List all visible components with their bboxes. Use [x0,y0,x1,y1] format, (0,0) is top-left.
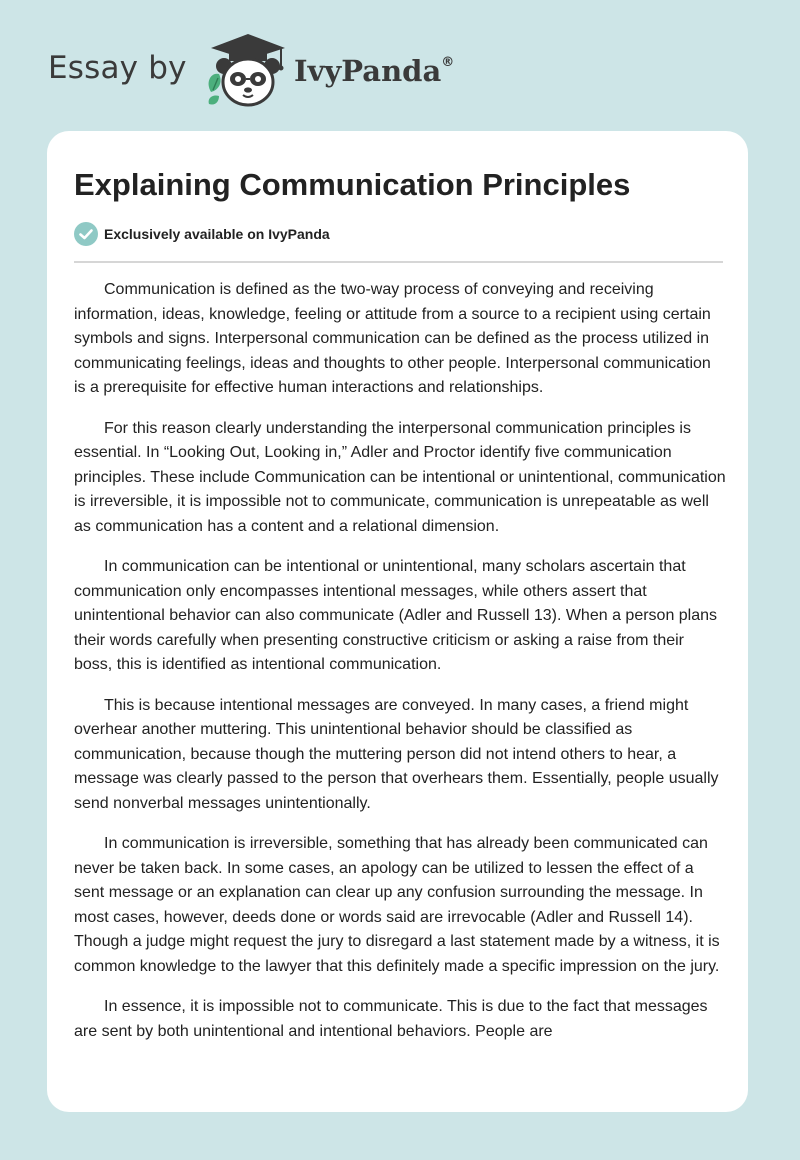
essay-body [74,278,726,1060]
paragraph: In communication can be intentional or unintentional, many scholars ascertain that communication only encompasses intentional messages, while others assert that unintentional behavior can also communicate (Adler and Russell 13). When a person plans their words carefully when presenting constructive criticism or asking a raise from their boss, this is identified as intentional communication. [74,558,718,673]
essay-by-label: Essay by [48,50,187,86]
badge-label: Exclusively available on IvyPanda [104,226,330,242]
paragraph: In communication is irreversible, something that has already been communicated can never be taken back. In some cases, an apology can be utilized to lessen the effect of a sent message or an explanation can clear up any confusion surrounding the message. In most cases, however, deeds done or words said are irrevocable (Adler and Russell 14). Though a judge might request the jury to disregard a last statement made by a witness, it is common knowledge to the lawyer that this definitely made a specific impression on the jury. [74,835,720,975]
brand-text: IvyPanda [294,54,442,88]
paragraph: This is because intentional messages are conveyed. In many cases, a friend might overhear another muttering. This unintentional behavior should be classified as communication, because though the muttering person did not intend others to hear, a message was clearly passed to the person that overhears them. Essentially, people usually send nonverbal messages unintentionally. [74,696,719,812]
registered-mark: ® [441,55,455,71]
panda-graduate-icon [203,32,293,112]
paragraph: In essence, it is impossible not to communicate. This is due to the fact that messages are sent by both unintentional and intentional behaviors. People are [74,998,708,1040]
brand-name [294,54,454,88]
exclusive-badge [74,222,330,246]
essay-card [47,131,748,1112]
paragraph: Communication is defined as the two-way process of conveying and receiving information, ideas, knowledge, feeling or attitude from a source to a recipient using certain symbols and signs. Interpersonal communication can be defined as the process utilized in communicating feelings, ideas and thoughts to other people. Interpersonal communication is a prerequisite for effective human interactions and relationships. [74,281,711,396]
site-header [48,32,748,112]
check-circle-icon [74,222,98,246]
page-title: Explaining Communication Principles [74,167,631,202]
paragraph: For this reason clearly understanding the interpersonal communication principles is essential. In “Looking Out, Looking in,” Adler and Proctor identify five communication principles. These include Communication can be intentional or unintentional, communication is irreversible, it is impossible not to communicate, communication is unrepeatable as well as communication has a content and a relational dimension. [74,419,726,535]
divider [74,261,723,263]
